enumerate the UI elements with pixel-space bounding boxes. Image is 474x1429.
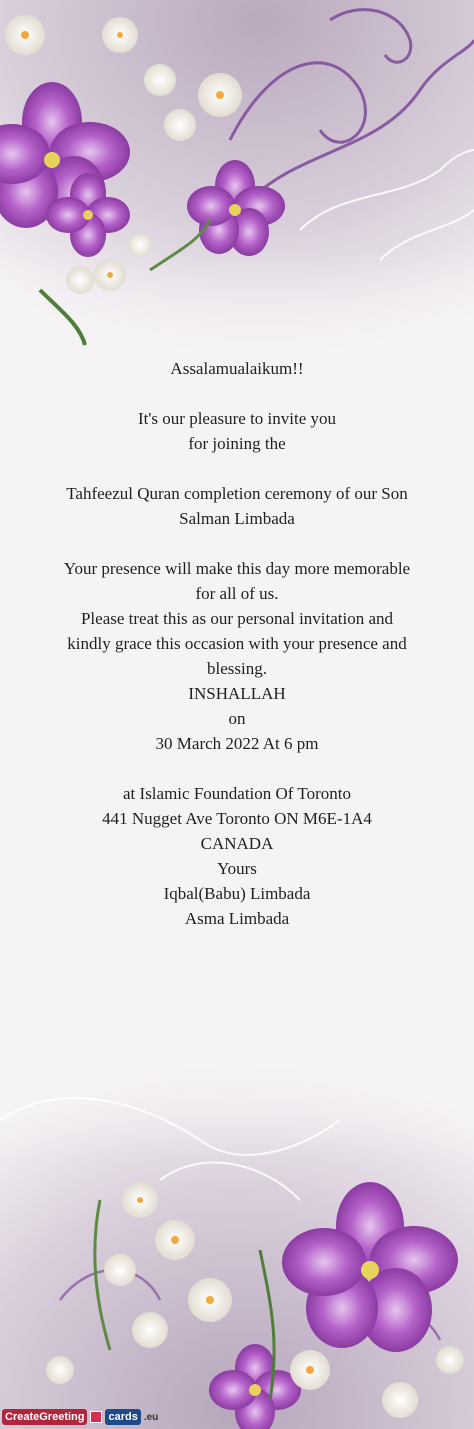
logo-text-domain: .eu [143, 1411, 159, 1423]
spacer [20, 456, 454, 481]
spacer [20, 756, 454, 781]
presence-line-2: for all of us. [195, 584, 279, 603]
request-line-1: Please treat this as our personal invitation and [80, 609, 394, 628]
gift-icon [90, 1411, 102, 1423]
request-line-3: blessing. [207, 659, 267, 678]
event-date: 30 March 2022 At 6 pm [155, 734, 319, 753]
host-1: Iqbal(Babu) Limbada [163, 884, 311, 903]
host-2: Asma Limbada [184, 909, 290, 928]
closing: Yours [217, 859, 257, 878]
greeting: Assalamualaikum!! [170, 359, 304, 378]
logo-text-cards: cards [105, 1409, 140, 1425]
presence-line-1: Your presence will make this day more memorable [63, 559, 411, 578]
invitation-text [20, 356, 454, 931]
venue: at Islamic Foundation Of Toronto [123, 784, 351, 803]
logo-text-create: CreateGreeting [2, 1409, 87, 1425]
site-logo[interactable] [2, 1407, 158, 1427]
inshallah: INSHALLAH [188, 684, 286, 703]
country: CANADA [200, 834, 274, 853]
on-label: on [228, 709, 246, 728]
event-line-1: Tahfeezul Quran completion ceremony of our Son [66, 484, 408, 503]
spacer [20, 381, 454, 406]
address: 441 Nugget Ave Toronto ON M6E-1A4 [102, 809, 372, 828]
pleasure-line-1: It's our pleasure to invite you [137, 409, 337, 428]
event-line-2: Salman Limbada [179, 509, 295, 528]
request-line-2: kindly grace this occasion with your presence and [67, 634, 407, 653]
spacer [20, 531, 454, 556]
pleasure-line-2: for joining the [188, 434, 286, 453]
